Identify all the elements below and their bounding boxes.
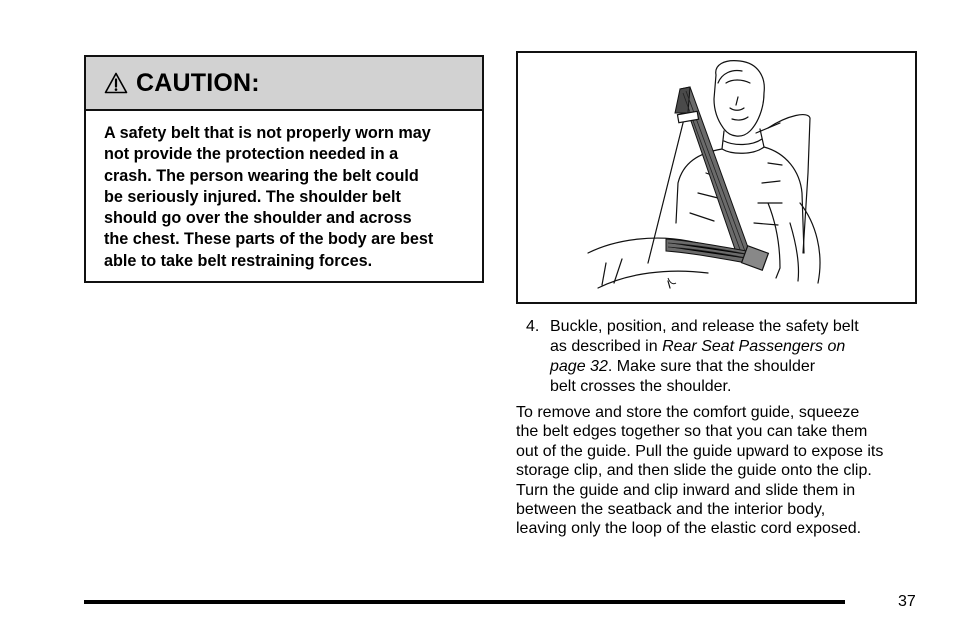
paragraph-line: out of the guide. Pull the guide upward to expose its	[516, 442, 884, 460]
cross-reference-page: page 32	[550, 358, 608, 375]
caution-line: crash. The person wearing the belt could	[104, 166, 419, 185]
footer-rule	[84, 600, 845, 604]
paragraph-line: storage clip, and then slide the guide onto the clip.	[516, 462, 872, 480]
caution-line: the chest. These parts of the body are best	[104, 230, 434, 249]
caution-line: not provide the protection needed in a	[104, 145, 399, 164]
paragraph-line: the belt edges together so that you can take them	[516, 423, 868, 441]
caution-text	[86, 111, 482, 272]
paragraph-line: Turn the guide and clip inward and slide them in	[516, 481, 856, 499]
step-line: . Make sure that the shoulder	[607, 358, 816, 375]
warning-triangle-icon	[104, 72, 128, 94]
step-line: belt crosses the shoulder.	[550, 378, 732, 395]
passenger-seat-belt-drawing	[518, 53, 915, 302]
caution-line: able to take belt restraining forces.	[104, 251, 373, 270]
storage-instructions-paragraph	[516, 403, 920, 539]
caution-title: CAUTION:	[136, 68, 260, 97]
paragraph-line: To remove and store the comfort guide, squeeze	[516, 404, 860, 421]
step-number: 4.	[526, 318, 540, 335]
caution-header	[86, 57, 482, 111]
page-number: 37	[898, 593, 916, 610]
cross-reference-link: Rear Seat Passengers on	[662, 338, 846, 355]
step-line: as described in	[550, 338, 663, 355]
caution-line: A safety belt that is not properly worn may	[104, 124, 431, 142]
paragraph-line: between the seatback and the interior body,	[516, 501, 826, 519]
caution-line: should go over the shoulder and across	[104, 209, 412, 228]
paragraph-line: leaving only the loop of the elastic cord exposed.	[516, 520, 862, 538]
caution-box	[84, 55, 484, 283]
step-text	[550, 317, 918, 397]
caution-line: be seriously injured. The shoulder belt	[104, 187, 401, 206]
step-4	[526, 317, 918, 397]
seat-belt-illustration	[516, 51, 917, 304]
step-line: Buckle, position, and release the safety belt	[550, 318, 859, 335]
